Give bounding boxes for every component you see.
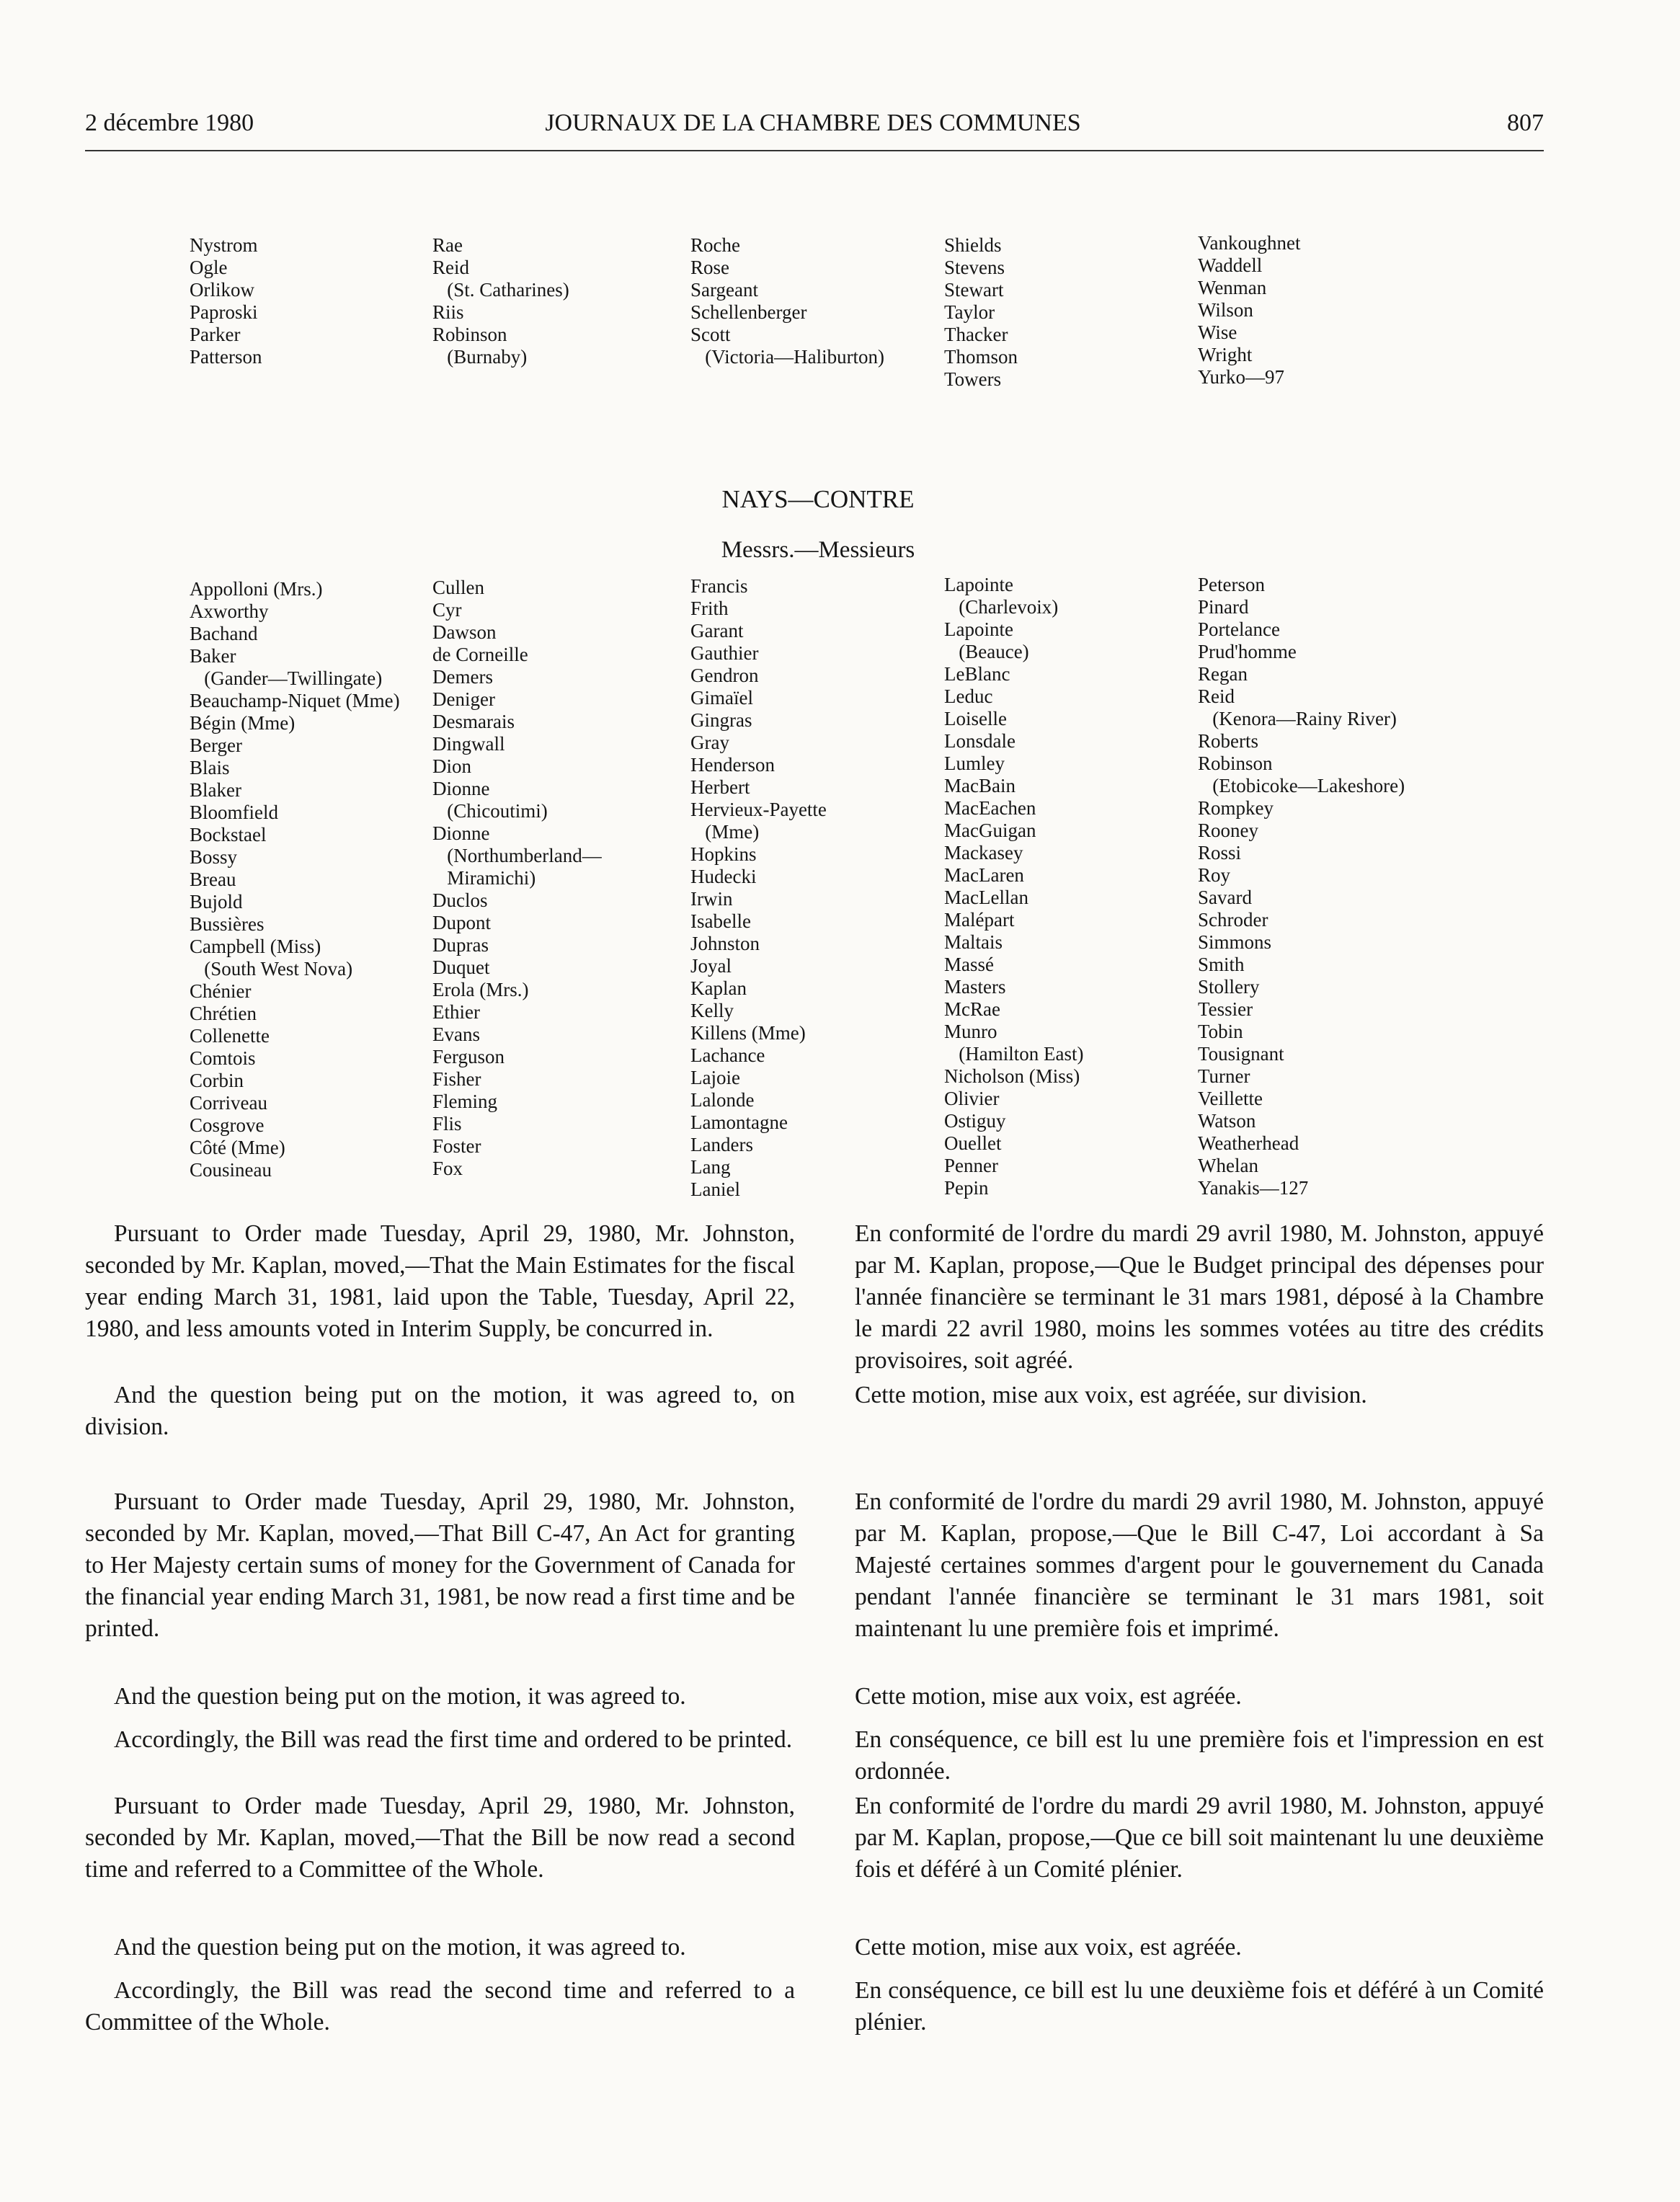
yeas-column-3 [690, 234, 884, 368]
member-name: Corbin [190, 1070, 244, 1091]
member-name: Ferguson [432, 1046, 505, 1067]
member-name: Prud'homme [1198, 641, 1297, 662]
member-name: Ethier [432, 1001, 480, 1023]
nays-column-5 [1198, 574, 1405, 1199]
member-name: (Etobicoke—Lakeshore) [1198, 775, 1405, 796]
member-name: Sargeant [690, 279, 758, 301]
member-name: Parker [190, 324, 241, 345]
member-name: Evans [432, 1024, 480, 1045]
member-name: Dupont [432, 912, 491, 933]
member-name: Lonsdale [944, 730, 1015, 752]
member-name: Johnston [690, 933, 760, 954]
member-name: Roche [690, 234, 740, 256]
page-header [85, 107, 1544, 151]
member-name: Lajoie [690, 1067, 740, 1088]
member-name: (Hamilton East) [944, 1043, 1084, 1065]
member-name: Isabelle [690, 910, 751, 932]
member-name: Chénier [190, 980, 252, 1002]
member-name: Dionne [432, 822, 490, 844]
member-name: Orlikow [190, 279, 254, 301]
member-name: Berger [190, 734, 242, 756]
member-name: Regan [1198, 663, 1248, 685]
member-name: Bossy [190, 846, 238, 868]
member-name: Simmons [1198, 931, 1272, 953]
fr-agreed-2: Cette motion, mise aux voix, est agréée. [855, 1934, 1242, 1961]
member-name: Chrétien [190, 1003, 257, 1024]
member-name: Bachand [190, 623, 258, 644]
member-name: Schroder [1198, 909, 1268, 931]
member-name: Nicholson (Miss) [944, 1065, 1080, 1087]
member-name: Peterson [1198, 574, 1265, 595]
member-name: Beauchamp-Niquet (Mme) [190, 690, 400, 711]
member-name: LeBlanc [944, 663, 1010, 685]
member-name: Killens (Mme) [690, 1022, 806, 1044]
member-name: (Gander—Twillingate) [190, 667, 383, 689]
member-name: Tousignant [1198, 1043, 1284, 1065]
member-name: Miramichi) [432, 867, 536, 889]
fr-main-estimates-motion: En conformité de l'ordre du mardi 29 avril 1980, M. Johnston, appuyé par M. Kaplan, propose,—Que le Budget principal des dépenses pour l'année financière se terminant le 31 mars 1981, déposé à la Chambre le mardi 22 avril 1980, moins les sommes votées au titre des crédits provisoires, soit agréé. [855, 1220, 1544, 1374]
member-name: Lang [690, 1156, 731, 1178]
member-name: Joyal [690, 955, 732, 977]
member-name: Landers [690, 1134, 753, 1155]
member-name: (Kenora—Rainy River) [1198, 708, 1397, 729]
member-name: Duquet [432, 956, 490, 978]
member-name: Hudecki [690, 866, 757, 887]
member-name: Demers [432, 666, 493, 688]
member-name: MacLellan [944, 887, 1028, 908]
en-agreed-2: And the question being put on the motion, it was agreed to. [114, 1934, 686, 1961]
en-second-reading-motion: Pursuant to Order made Tuesday, April 29, 1980, Mr. Johnston, seconded by Mr. Kaplan, moved,—That the Bill be now read a second time and referred to a Committee of the Whole. [85, 1793, 795, 1883]
member-name: Collenette [190, 1025, 270, 1047]
member-name: Yurko—97 [1198, 366, 1284, 388]
member-name: Campbell (Miss) [190, 936, 321, 957]
fr-first-reading-result: En conséquence, ce bill est lu une première fois et l'impression en est ordonnée. [855, 1726, 1544, 1785]
member-name: Fleming [432, 1091, 498, 1112]
member-name: MacLaren [944, 864, 1024, 886]
member-name: Stollery [1198, 976, 1260, 998]
member-name: Cullen [432, 577, 484, 598]
member-name: Baker [190, 645, 236, 667]
member-name: Loiselle [944, 708, 1007, 729]
member-name: Frith [690, 598, 729, 619]
member-name: Savard [1198, 887, 1252, 908]
member-name: Bloomfield [190, 802, 278, 823]
member-name: Portelance [1198, 618, 1280, 640]
member-name: MacBain [944, 775, 1015, 796]
member-name: Côté (Mme) [190, 1137, 285, 1158]
member-name: Roy [1198, 864, 1231, 886]
yeas-column-5 [1198, 232, 1300, 389]
yeas-column-1 [190, 234, 262, 368]
member-name: Maltais [944, 931, 1003, 953]
member-name: Paproski [190, 301, 258, 323]
member-name: Veillette [1198, 1088, 1263, 1109]
member-name: Dupras [432, 934, 489, 956]
member-name: Ouellet [944, 1132, 1002, 1154]
member-name: Gimaïel [690, 687, 753, 709]
member-name: Penner [944, 1155, 998, 1176]
member-name: Smith [1198, 954, 1245, 975]
nays-heading: NAYS—CONTRE [721, 485, 915, 513]
member-name: Fox [432, 1158, 463, 1179]
member-name: (South West Nova) [190, 958, 353, 980]
member-name: Schellenberger [690, 301, 807, 323]
member-name: (Northumberland— [432, 845, 602, 866]
journal-title: JOURNAUX DE LA CHAMBRE DES COMMUNES [545, 110, 1081, 136]
member-name: Wilson [1198, 299, 1253, 321]
fr-agreed-on-division: Cette motion, mise aux voix, est agréée, sur division. [855, 1382, 1367, 1408]
member-name: MacEachen [944, 797, 1036, 819]
member-name: Stewart [944, 279, 1004, 301]
member-name: Henderson [690, 754, 775, 776]
member-name: Patterson [190, 346, 262, 368]
member-name: Blaker [190, 779, 241, 801]
member-name: (Mme) [690, 821, 760, 843]
nays-subheading: Messrs.—Messieurs [721, 537, 915, 563]
member-name: Pinard [1198, 596, 1249, 618]
member-name: Mackasey [944, 842, 1023, 864]
member-name: Bockstael [190, 824, 267, 845]
member-name: (Chicoutimi) [432, 800, 548, 822]
yeas-column-4 [944, 234, 1018, 391]
member-name: Watson [1198, 1110, 1256, 1132]
member-name: Foster [432, 1135, 481, 1157]
member-name: Tessier [1198, 998, 1253, 1020]
en-agreed-on-division: And the question being put on the motion, it was agreed to, on division. [85, 1382, 795, 1440]
member-name: McRae [944, 998, 1000, 1020]
member-name: Rae [432, 234, 463, 256]
member-name: Cyr [432, 599, 462, 621]
member-name: Cousineau [190, 1159, 272, 1181]
member-name: Whelan [1198, 1155, 1258, 1176]
member-name: Gendron [690, 665, 759, 686]
member-name: Bussières [190, 913, 265, 935]
member-name: Dion [432, 755, 471, 777]
member-name: Herbert [690, 776, 750, 798]
member-name: Lalonde [690, 1089, 755, 1111]
member-name: Rooney [1198, 820, 1258, 841]
member-name: Lumley [944, 753, 1005, 774]
member-name: Kelly [690, 1000, 734, 1021]
member-name: Taylor [944, 301, 995, 323]
fr-second-reading-motion: En conformité de l'ordre du mardi 29 avril 1980, M. Johnston, appuyé par M. Kaplan, propose,—Que ce bill soit maintenant lu une deuxième fois et déféré à un Comité plénier. [855, 1793, 1544, 1883]
page-number: 807 [1507, 110, 1544, 136]
member-name: Comtois [190, 1047, 256, 1069]
member-name: Lachance [690, 1044, 765, 1066]
member-name: (Victoria—Haliburton) [690, 346, 885, 368]
member-name: Rompkey [1198, 797, 1274, 819]
member-name: Bégin (Mme) [190, 712, 295, 734]
member-name: Robinson [1198, 753, 1273, 774]
member-name: (Beauce) [944, 641, 1029, 662]
member-name: Erola (Mrs.) [432, 979, 529, 1000]
fr-second-reading-result: En conséquence, ce bill est lu une deuxième fois et déféré à un Comité plénier. [855, 1977, 1544, 2035]
member-name: Gingras [690, 709, 752, 731]
member-name: Leduc [944, 685, 993, 707]
member-name: Fisher [432, 1068, 481, 1090]
member-name: Duclos [432, 889, 488, 911]
member-name: Munro [944, 1021, 997, 1042]
member-name: Thomson [944, 346, 1018, 368]
en-second-reading-result: Accordingly, the Bill was read the second time and referred to a Committee of the Whole. [85, 1977, 795, 2035]
member-name: Bujold [190, 891, 243, 913]
member-name: Lapointe [944, 574, 1013, 595]
yeas-column-2 [432, 234, 569, 368]
member-name: Lamontagne [690, 1111, 788, 1133]
member-name: Axworthy [190, 600, 269, 622]
member-name: (Charlevoix) [944, 596, 1059, 618]
en-bill-c47-first-reading-motion: Pursuant to Order made Tuesday, April 29, 1980, Mr. Johnston, seconded by Mr. Kaplan, moved,—That Bill C-47, An Act for granting to Her Majesty certain sums of money for the Government of Canada for the financial year ending March 31, 1981, be now read a first time and be printed. [85, 1488, 795, 1642]
member-name: (Burnaby) [432, 346, 528, 368]
member-name: Roberts [1198, 730, 1258, 752]
member-name: Thacker [944, 324, 1008, 345]
member-name: Stevens [944, 257, 1005, 278]
member-name: (St. Catharines) [432, 279, 569, 301]
nays-column-1 [190, 578, 400, 1181]
member-name: Dionne [432, 778, 490, 799]
member-name: Appolloni (Mrs.) [190, 578, 323, 600]
member-name: Garant [690, 620, 744, 641]
member-name: Turner [1198, 1065, 1250, 1087]
member-name: Gray [690, 732, 729, 753]
nays-column-3 [690, 575, 827, 1201]
member-name: Ostiguy [944, 1110, 1006, 1132]
member-name: Wright [1198, 344, 1253, 365]
member-name: Malépart [944, 909, 1015, 931]
member-name: Breau [190, 869, 236, 890]
nays-column-2 [432, 577, 602, 1180]
member-name: Yanakis—127 [1198, 1177, 1309, 1199]
member-name: Reid [1198, 685, 1235, 707]
member-name: de Corneille [432, 644, 528, 665]
member-name: Weatherhead [1198, 1132, 1299, 1154]
fr-bill-c47-first-reading-motion: En conformité de l'ordre du mardi 29 avril 1980, M. Johnston, appuyé par M. Kaplan, propose,—Que le Bill C-47, Loi accordant à Sa Majesté certaines sommes d'argent pour le gouvernement du Canada pendant l'année financière se terminant le 31 mars 1981, soit maintenant lu une première fois et imprimé. [855, 1488, 1544, 1642]
member-name: Dawson [432, 621, 497, 643]
member-name: MacGuigan [944, 820, 1036, 841]
member-name: Reid [432, 257, 469, 278]
member-name: Olivier [944, 1088, 1000, 1109]
member-name: Rossi [1198, 842, 1242, 864]
member-name: Vankoughnet [1198, 232, 1301, 254]
member-name: Blais [190, 757, 230, 778]
member-name: Waddell [1198, 254, 1263, 276]
fr-agreed-1: Cette motion, mise aux voix, est agréée. [855, 1683, 1242, 1710]
header-date: 2 décembre 1980 [85, 110, 254, 136]
member-name: Towers [944, 368, 1002, 390]
member-name: Wise [1198, 321, 1237, 343]
nays-column-4 [944, 574, 1083, 1199]
member-name: Pepin [944, 1177, 989, 1199]
member-name: Hopkins [690, 843, 757, 865]
member-name: Deniger [432, 688, 495, 710]
member-name: Francis [690, 575, 748, 597]
en-first-reading-result: Accordingly, the Bill was read the first time and ordered to be printed. [114, 1726, 793, 1753]
member-name: Scott [690, 324, 731, 345]
member-name: Ogle [190, 257, 228, 278]
member-name: Gauthier [690, 642, 759, 664]
member-name: Dingwall [432, 733, 505, 755]
member-name: Tobin [1198, 1021, 1243, 1042]
member-name: Kaplan [690, 977, 747, 999]
member-name: Desmarais [432, 711, 515, 732]
en-agreed-1: And the question being put on the motion, it was agreed to. [114, 1683, 686, 1710]
member-name: Lapointe [944, 618, 1013, 640]
member-name: Flis [432, 1113, 462, 1135]
member-name: Riis [432, 301, 464, 323]
member-name: Hervieux-Payette [690, 799, 827, 820]
member-name: Cosgrove [190, 1114, 265, 1136]
en-main-estimates-motion: Pursuant to Order made Tuesday, April 29, 1980, Mr. Johnston, seconded by Mr. Kaplan, moved,—That the Main Estimates for the fiscal year ending March 31, 1981, laid upon the Table, Tuesday, April 22, 1980, and less amounts voted in Interim Supply, be concurred in. [85, 1220, 795, 1342]
member-name: Shields [944, 234, 1002, 256]
member-name: Wenman [1198, 277, 1267, 298]
member-name: Nystrom [190, 234, 258, 256]
member-name: Corriveau [190, 1092, 267, 1114]
member-name: Massé [944, 954, 994, 975]
member-name: Irwin [690, 888, 733, 910]
member-name: Rose [690, 257, 729, 278]
member-name: Robinson [432, 324, 507, 345]
member-name: Masters [944, 976, 1006, 998]
member-name: Laniel [690, 1178, 740, 1200]
